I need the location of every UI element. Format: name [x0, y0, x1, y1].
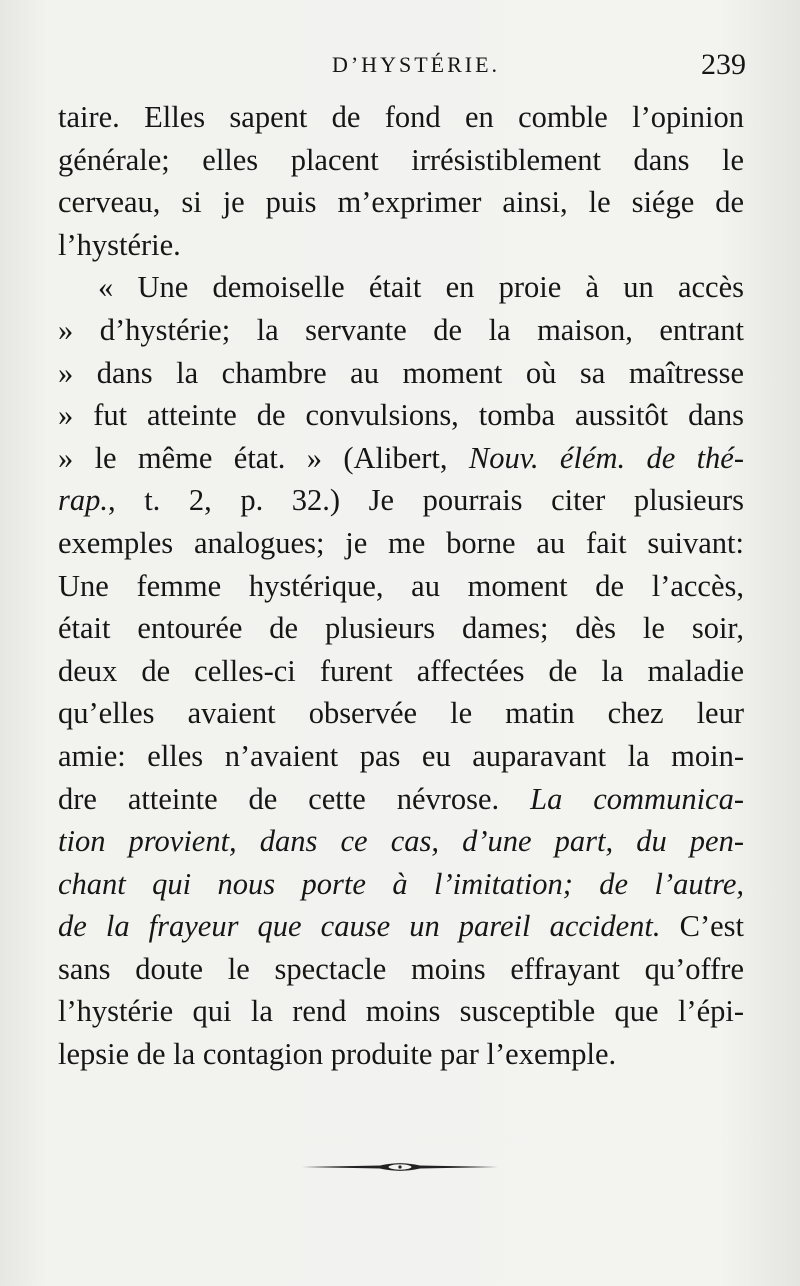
text-line: amie: elles n’avaient pas eu auparavant la moin-	[58, 738, 744, 773]
running-title: D’HYSTÉRIE.	[331, 52, 501, 77]
tailpiece-rule-ornament-icon	[300, 1160, 500, 1174]
text-line: qu’elles avaient observée le matin chez leur	[58, 696, 744, 731]
text-line: lepsie de la contagion produite par l’exemple.	[58, 1037, 617, 1072]
emphasis-italic: La communica-	[530, 781, 744, 816]
quote-line: « Une demoiselle était en proie à un accès	[98, 270, 744, 305]
text-line: était entourée de plusieurs dames; dès le soir,	[58, 611, 744, 646]
text-line: l’hystérie.	[58, 227, 181, 262]
text-line	[58, 778, 744, 821]
text-line: l’hystérie qui la rend moins susceptible que l’épi-	[58, 994, 744, 1029]
page-header	[56, 48, 746, 88]
emphasis-italic: tion provient, dans ce cas, d’une part, du pen-	[58, 824, 744, 859]
text-line	[58, 863, 744, 906]
page-number: 239	[701, 48, 746, 81]
body-text	[58, 96, 744, 1076]
citation-italic: Nouv. élém. de thé-	[468, 440, 745, 475]
text-segment: » le même état. » (Alibert,	[58, 440, 469, 475]
text-line	[58, 479, 744, 522]
text-segment: , t. 2, p. 32.) Je pourrais citer plusieurs	[108, 483, 744, 518]
text-line: générale; elles placent irrésistiblement dans le	[58, 142, 744, 177]
emphasis-italic: chant qui nous porte à l’imitation; de l’autre,	[58, 866, 744, 901]
quote-line: » fut atteinte de convulsions, tomba aussitôt dans	[58, 398, 744, 433]
emphasis-italic: de la frayeur que cause un pareil accident.	[58, 909, 661, 944]
text-line: Une femme hystérique, au moment de l’accès,	[58, 568, 744, 603]
text-line: sans doute le spectacle moins effrayant qu’offre	[58, 951, 744, 986]
text-line: deux de celles-ci furent affectées de la maladie	[58, 653, 744, 688]
text-line: exemples analogues; je me borne au fait suivant:	[58, 525, 744, 560]
citation-italic: rap.	[58, 483, 108, 518]
text-line	[58, 820, 744, 863]
quote-line: » d’hystérie; la servante de la maison, entrant	[58, 312, 744, 347]
text-segment: C’est	[660, 909, 744, 944]
text-line	[58, 905, 744, 948]
text-line: cerveau, si je puis m’exprimer ainsi, le siége de	[58, 185, 744, 220]
quote-line	[58, 437, 744, 480]
text-segment: dre atteinte de cette névrose.	[58, 781, 531, 816]
text-line: taire. Elles sapent de fond en comble l’opinion	[58, 100, 744, 134]
quote-line: » dans la chambre au moment où sa maîtresse	[58, 355, 744, 390]
